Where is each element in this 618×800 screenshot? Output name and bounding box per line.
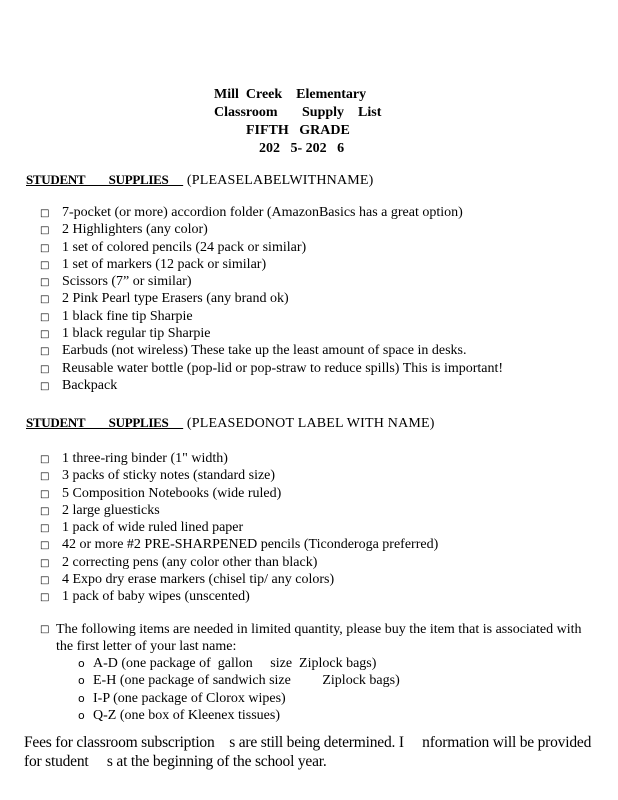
list-item-text: 3 packs of sticky notes (standard size) xyxy=(62,468,276,484)
sub-list-item-text: Q-Z (one box of Kleenex tissues) xyxy=(93,707,281,723)
document-title xyxy=(0,86,618,158)
bullet-icon: □ xyxy=(40,311,50,323)
list-item xyxy=(40,554,438,571)
list-item-text: 2 correcting pens (any color other than black) xyxy=(62,554,318,570)
section-heading-underlined: STUDENT SUPPLIES xyxy=(26,172,184,187)
list-item-text: 1 black regular tip Sharpie xyxy=(62,326,211,342)
list-item xyxy=(40,571,438,588)
limited-quantity-note xyxy=(40,621,580,655)
supply-list-labeled xyxy=(40,204,503,394)
list-item-text: 42 or more #2 PRE-SHARPENED pencils (Ticonderoga preferred) xyxy=(62,537,439,553)
list-item xyxy=(40,536,438,553)
bullet-icon: □ xyxy=(40,294,50,306)
list-item-text: 2 Highlighters (any color) xyxy=(62,222,208,238)
bullet-icon: □ xyxy=(40,471,50,483)
list-item-text: 1 three-ring binder (1" width) xyxy=(62,451,228,466)
bullet-icon: □ xyxy=(40,540,50,552)
section-heading-instruction: (PLEASELABELWITHNAME) xyxy=(183,173,374,188)
sub-list-item xyxy=(78,707,400,724)
bullet-icon: □ xyxy=(40,624,50,635)
bullet-icon: □ xyxy=(40,557,50,569)
bullet-icon: □ xyxy=(40,363,50,375)
school-year: 202 5- 202 6 xyxy=(259,141,345,156)
list-item xyxy=(40,360,503,377)
list-item xyxy=(40,519,438,536)
fees-notice: Fees for classroom subscription s are still being determined. I nformation will be provided for student s at the beginning of the school year. xyxy=(24,734,595,770)
list-item-text: Scissors (7” or similar) xyxy=(62,274,192,290)
supply-list-unlabeled xyxy=(40,450,438,606)
circle-bullet-icon: o xyxy=(78,708,85,722)
last-name-items-list xyxy=(78,655,400,724)
school-name: Mill Creek Elementary xyxy=(214,87,367,102)
list-item-text: 1 pack of baby wipes (unscented) xyxy=(62,589,250,605)
section-heading-underlined: STUDENT SUPPLIES xyxy=(26,415,184,430)
list-item-text: Earbuds (not wireless) These take up the least amount of space in desks. xyxy=(62,343,467,359)
list-item xyxy=(40,256,503,273)
bullet-icon: □ xyxy=(40,329,50,341)
bullet-icon: □ xyxy=(40,505,50,517)
list-item xyxy=(40,325,503,342)
section-heading-do-not-label xyxy=(26,415,435,432)
list-item xyxy=(40,377,503,394)
sub-list-item-text: E-H (one package of sandwich size Ziplock bags) xyxy=(93,673,400,689)
list-item xyxy=(40,502,438,519)
list-item xyxy=(40,342,503,359)
list-item-text: 1 set of colored pencils (24 pack or similar) xyxy=(62,239,307,255)
section-heading-instruction: (PLEASEDONOT LABEL WITH NAME) xyxy=(183,416,435,431)
list-item xyxy=(40,290,503,307)
list-item xyxy=(40,308,503,325)
bullet-icon: □ xyxy=(40,575,50,587)
sub-list-item-text: A-D (one package of gallon size Ziplock bags) xyxy=(93,656,377,671)
list-title: Classroom Supply List xyxy=(214,105,382,120)
circle-bullet-icon: o xyxy=(78,674,85,688)
bullet-icon: □ xyxy=(40,242,50,254)
list-item-text: Backpack xyxy=(62,377,118,393)
section-heading-label-with-name xyxy=(26,172,374,189)
list-item xyxy=(40,450,438,467)
bullet-icon: □ xyxy=(40,225,50,237)
list-item-text: 2 large gluesticks xyxy=(62,502,160,518)
bullet-icon: □ xyxy=(40,523,50,535)
bullet-icon: □ xyxy=(40,592,50,604)
bullet-icon: □ xyxy=(40,208,50,219)
bullet-icon: □ xyxy=(40,380,50,392)
circle-bullet-icon: o xyxy=(78,657,85,670)
bullet-icon: □ xyxy=(40,454,50,465)
list-item-text: 7-pocket (or more) accordion folder (AmazonBasics has a great option) xyxy=(62,205,463,220)
list-item xyxy=(40,221,503,238)
sub-list-item xyxy=(78,690,400,707)
list-item-text: 5 Composition Notebooks (wide ruled) xyxy=(62,485,282,501)
list-item xyxy=(40,485,438,502)
sub-list-item xyxy=(78,672,400,689)
list-item xyxy=(40,467,438,484)
circle-bullet-icon: o xyxy=(78,691,85,705)
bullet-icon: □ xyxy=(40,277,50,289)
list-item-text: 4 Expo dry erase markers (chisel tip/ any colors) xyxy=(62,572,335,588)
list-item xyxy=(40,273,503,290)
list-item xyxy=(40,239,503,256)
list-item xyxy=(40,588,438,605)
bullet-icon: □ xyxy=(40,346,50,358)
sub-list-item xyxy=(78,655,400,672)
note-text: The following items are needed in limited quantity, please buy the item that is associated with the first letter of your last name: xyxy=(56,622,582,654)
list-item xyxy=(40,204,503,221)
list-item-text: 2 Pink Pearl type Erasers (any brand ok) xyxy=(62,291,289,307)
list-item-text: 1 black fine tip Sharpie xyxy=(62,308,193,324)
list-item-text: Reusable water bottle (pop-lid or pop-straw to reduce spills) This is important! xyxy=(62,360,504,376)
bullet-icon: □ xyxy=(40,488,50,500)
bullet-icon: □ xyxy=(40,259,50,271)
sub-list-item-text: I-P (one package of Clorox wipes) xyxy=(93,690,286,706)
list-item-text: 1 set of markers (12 pack or similar) xyxy=(62,256,267,272)
grade-label: FIFTH GRADE xyxy=(246,123,350,138)
list-item-text: 1 pack of wide ruled lined paper xyxy=(62,520,244,536)
